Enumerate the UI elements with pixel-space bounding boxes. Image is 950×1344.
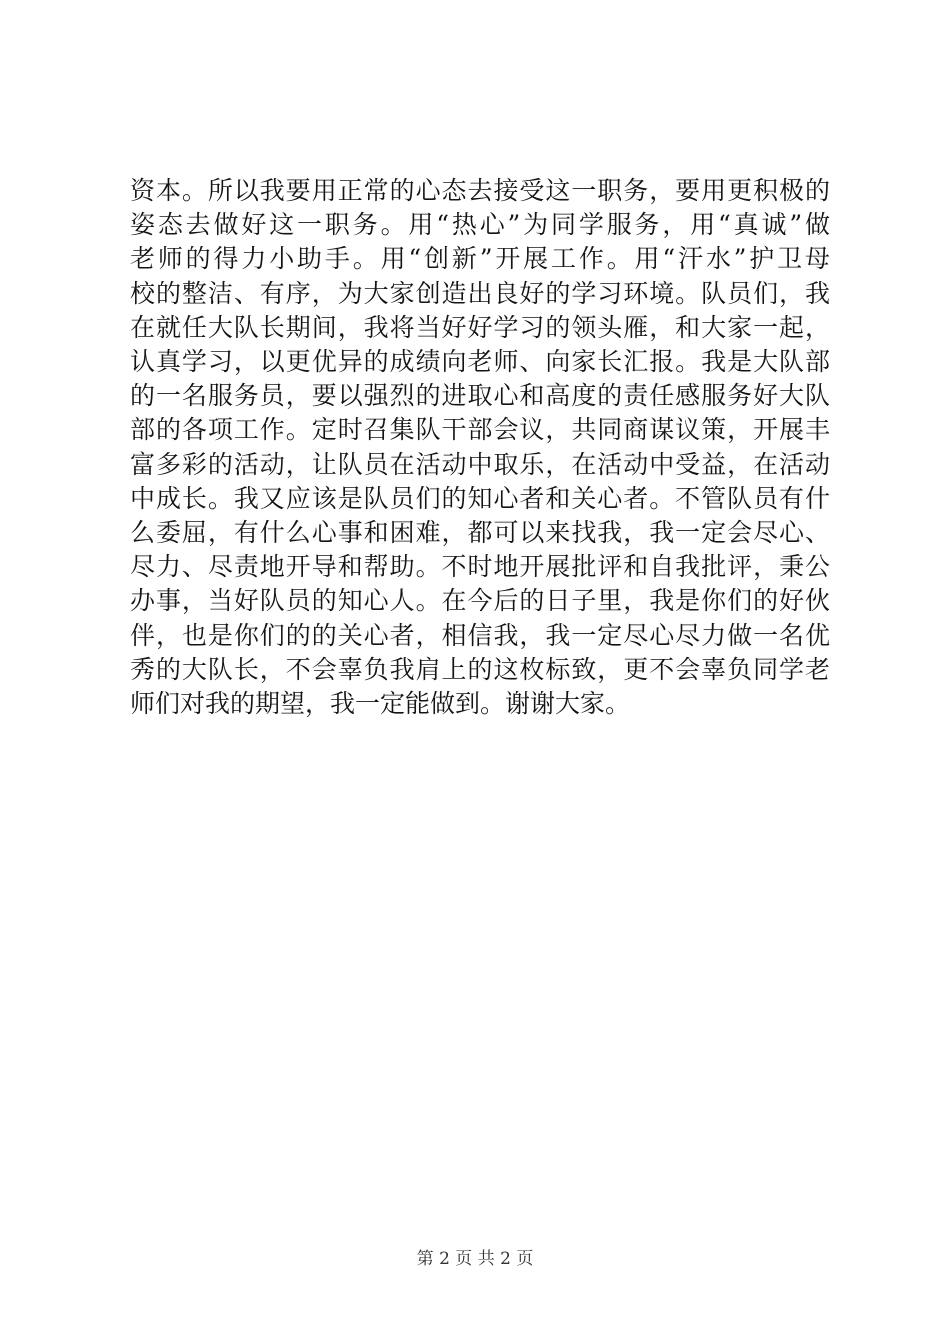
paragraph-line: 校的整洁、有序，为大家创造出良好的学习环境。队员们，我 (130, 278, 830, 308)
paragraph-line: 姿态去做好这一职务。用“热心”为同学服务，用“真诚”做 (130, 210, 830, 240)
paragraph-line: 办事，当好队员的知心人。在今后的日子里，我是你们的好伙 (130, 586, 830, 616)
paragraph-line: 富多彩的活动，让队员在活动中取乐，在活动中受益，在活动 (130, 449, 830, 479)
paragraph-line: 老师的得力小助手。用“创新”开展工作。用“汗水”护卫母 (130, 244, 830, 274)
body-paragraph (130, 174, 830, 721)
paragraph-line: 认真学习，以更优异的成绩向老师、向家长汇报。我是大队部 (130, 347, 830, 377)
paragraph-line: 资本。所以我要用正常的心态去接受这一职务，要用更积极的 (130, 176, 830, 205)
paragraph-line: 中成长。我又应该是队员们的知心者和关心者。不管队员有什 (130, 483, 830, 513)
paragraph-line: 秀的大队长，不会辜负我肩上的这枚标致，更不会辜负同学老 (130, 654, 830, 684)
paragraph-line: 师们对我的期望，我一定能做到。谢谢大家。 (130, 689, 631, 719)
paragraph-line: 尽力、尽责地开导和帮助。不时地开展批评和自我批评，秉公 (130, 552, 830, 582)
paragraph-line: 么委屈，有什么心事和困难，都可以来找我，我一定会尽心、 (130, 518, 830, 548)
paragraph-line: 的一名服务员，要以强烈的进取心和高度的责任感服务好大队 (130, 381, 830, 411)
paragraph-line: 部的各项工作。定时召集队干部会议，共同商谋议策，开展丰 (130, 415, 830, 445)
paragraph-line: 伴，也是你们的的关心者，相信我，我一定尽心尽力做一名优 (130, 620, 830, 650)
paragraph-line: 在就任大队长期间，我将当好好学习的领头雁，和大家一起， (130, 312, 830, 342)
page-number-footer: 第 2 页 共 2 页 (416, 1249, 534, 1269)
